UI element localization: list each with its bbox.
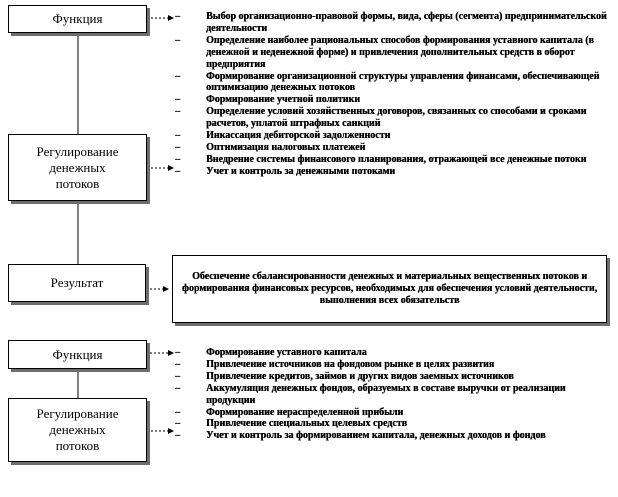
function-box-2: [8, 340, 147, 369]
list-item: – Формирование организационной структуры управления финансами, обеспечивающей оптимизацию денежных потоков: [175, 70, 600, 94]
list-item: – Оптимизация налоговых платежей: [175, 141, 366, 153]
regulation-label-line: Регулирование: [36, 406, 119, 421]
regulation-label-line: денежных: [49, 422, 106, 437]
list-item: – Формирование нераспределенной прибыли: [175, 406, 404, 418]
list-item: – Привлечение кредитов, займов и других видов заемных источников: [175, 370, 514, 382]
function-label-2: Функция: [52, 346, 103, 362]
arrowhead-result: [163, 286, 169, 292]
arrowhead-function-2: [168, 350, 174, 356]
result-box: [8, 264, 146, 302]
regulation-box-1: [8, 134, 147, 201]
list-item: – Инкассация дебиторской задолженности: [175, 130, 391, 142]
result-description-box: [172, 255, 607, 323]
function-list-1: [175, 11, 607, 178]
result-description: Обеспечение сбалансированности денежных и материальных вещественных потоков и формирования финансовых ресурсов, необходимых для обеспечения условий деятельности, выполнения всех обязательств: [181, 271, 598, 306]
regulation-label-line: денежных: [49, 159, 106, 175]
regulation-label-line: потоков: [55, 175, 100, 191]
regulation-box-2: [8, 398, 147, 462]
list-item: – Учет и контроль за денежными потоками: [175, 165, 396, 177]
arrowhead-function-1: [168, 15, 174, 21]
list-item: – Аккумуляция денежных фондов, образуемых в составе выручки от реализации продукции: [175, 382, 566, 406]
arrowhead-regulation-2: [168, 428, 174, 434]
function-label-1: Функция: [52, 11, 103, 26]
regulation-label-line: Регулирование: [36, 143, 119, 159]
list-item: – Привлечение специальных целевых средств: [175, 418, 408, 430]
list-item: – Формирование учетной политики: [175, 94, 360, 106]
arrowhead-regulation-1: [168, 165, 174, 171]
regulation-label-line: потоков: [55, 438, 100, 453]
list-item: – Учет и контроль за формированием капитала, денежных доходов и фондов: [175, 430, 546, 442]
list-item: – Внедрение системы финансового планирования, отражающей все денежные потоки: [175, 153, 587, 165]
function-list-2: [175, 347, 607, 442]
list-item: – Привлечение источников на фондовом рынке в целях развития: [175, 358, 495, 370]
result-label: Результат: [50, 275, 104, 290]
list-item: – Определение наиболее рациональных способов формирования уставного капитала (в денежной и неденежной форме) и привлечения дополнительных средств в оборот предприятия: [175, 34, 594, 70]
list-item: – Формирование уставного капитала: [175, 347, 367, 358]
function-box-1: [8, 5, 147, 33]
list-item: – Выбор организационно-правовой формы, вида, сферы (сегмента) предпринимательской деятельности: [175, 11, 607, 34]
list-item: – Определение условий хозяйственных договоров, связанных со способами и сроками расчетов, уплатой штрафных санкций: [175, 106, 587, 130]
